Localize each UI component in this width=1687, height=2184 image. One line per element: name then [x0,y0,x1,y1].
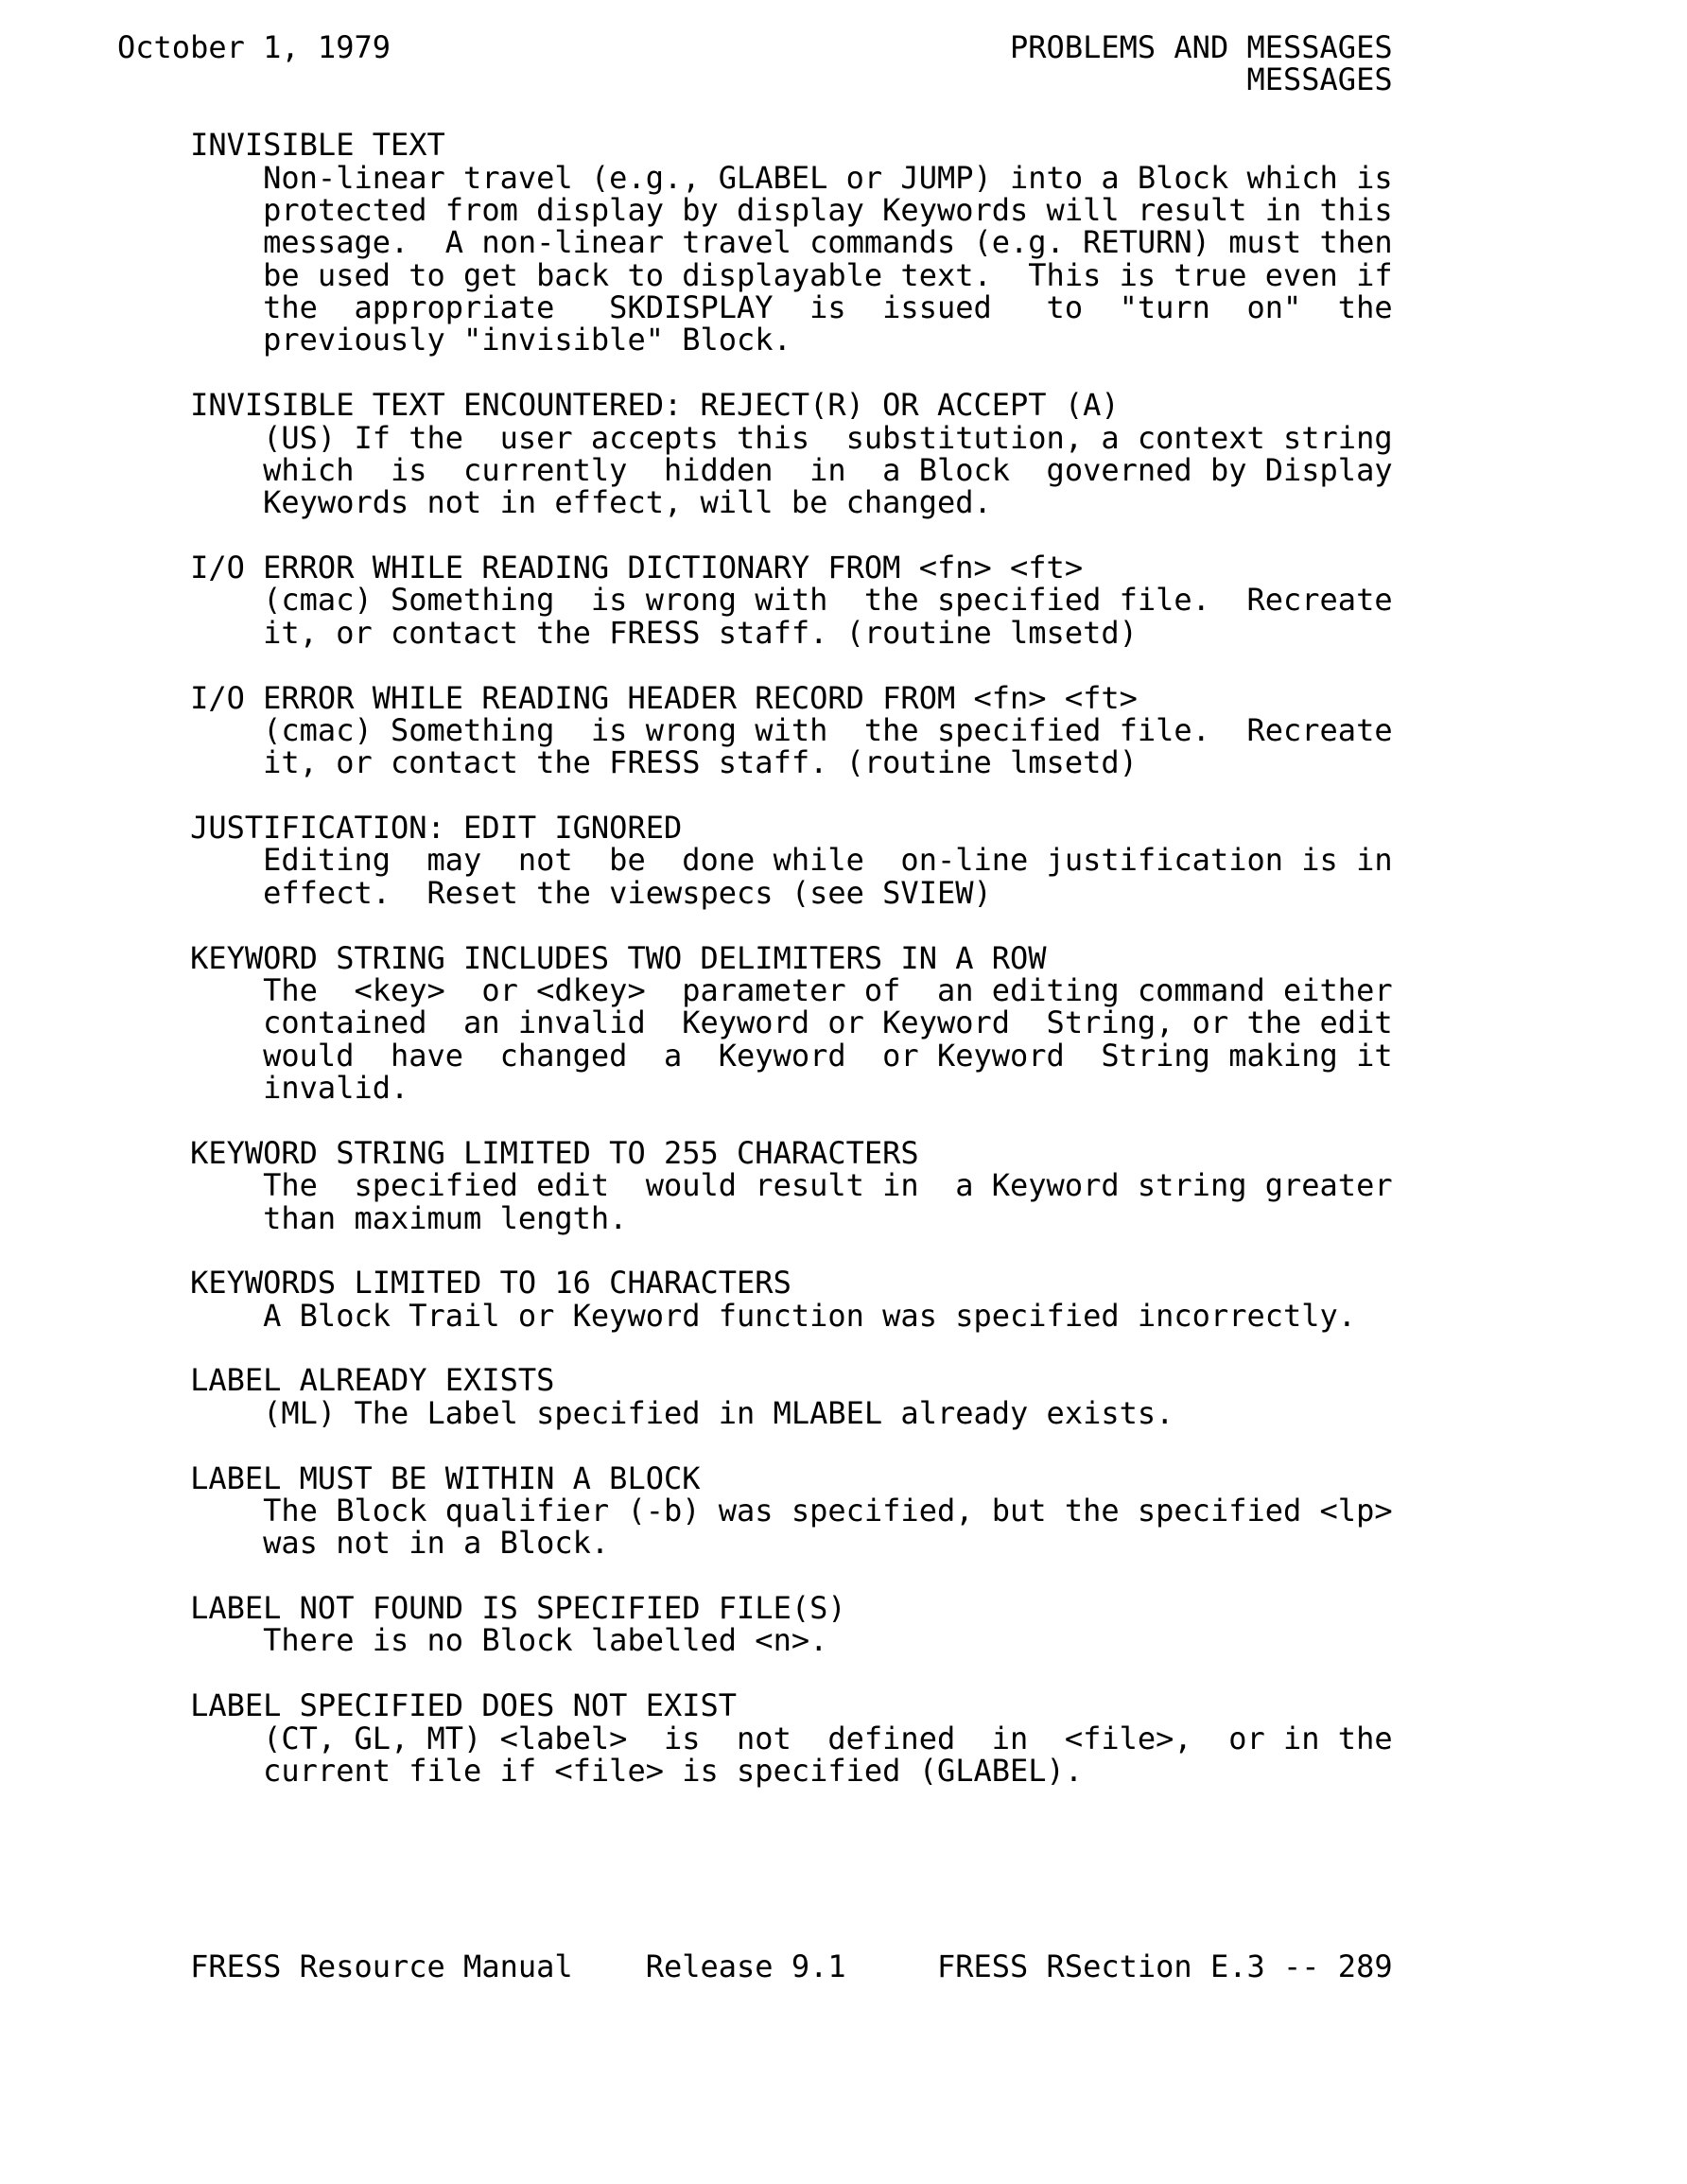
message-entry [117,1459,1393,1562]
message-description-line: effect. Reset the viewspecs (see SVIEW) [263,874,992,911]
message-description-line: (cmac) Something is wrong with the specified file. Recreate [263,711,1393,748]
message-entry [117,1689,1393,1787]
message-list [117,129,1393,1787]
message-description-line: A Block Trail or Keyword function was specified incorrectly. [263,1297,1357,1334]
message-description-line: was not in a Block. [263,1525,610,1562]
message-description-line: (US) If the user accepts this substitution, a context string [263,419,1393,456]
message-description-line: the appropriate SKDISPLAY is issued to "turn on" the [263,289,1393,325]
message-description-line: (CT, GL, MT) <label> is not defined in <file>, or in the [263,1720,1393,1756]
message-description-line: The <key> or <dkey> parameter of an editing command either [263,971,1393,1008]
message-description-line: invalid. [263,1070,409,1106]
message-description-line: current file if <file> is specified (GLABEL). [263,1752,1084,1789]
message-description-line: which is currently hidden in a Block governed by Display [263,451,1393,488]
message-entry [117,129,1393,357]
message-description-line: than maximum length. [263,1199,628,1236]
header-subsection-title: MESSAGES [1246,61,1393,98]
message-description-line: message. A non-linear travel commands (e.g. RETURN) must then [263,224,1393,261]
header-date: October 1, 1979 [117,29,391,65]
message-entry [117,1134,1393,1236]
message-heading: I/O ERROR WHILE READING HEADER RECORD FROM <fn> <ft> [190,679,1138,716]
message-description-line: Keywords not in effect, will be changed. [263,484,992,521]
message-entry [117,1267,1393,1332]
message-description-line: (cmac) Something is wrong with the specified file. Recreate [263,582,1393,619]
page-header-sub [117,63,1393,96]
message-description-line: There is no Block labelled <n>. [263,1622,828,1659]
message-heading: LABEL ALREADY EXISTS [190,1362,555,1399]
message-description-line: it, or contact the FRESS staff. (routine lmsetd) [263,744,1138,781]
message-description-line: (ML) The Label specified in MLABEL already exists. [263,1394,1174,1431]
message-description-line: The specified edit would result in a Keyword string greater [263,1167,1393,1204]
message-entry [117,812,1393,909]
message-description-line: be used to get back to displayable text. This is true even if [263,256,1393,293]
message-heading: LABEL NOT FOUND IS SPECIFIED FILE(S) [190,1590,846,1626]
message-description-line: The Block qualifier (-b) was specified, but the specified <lp> [263,1492,1393,1529]
message-entry [117,1364,1393,1429]
message-heading: KEYWORD STRING LIMITED TO 255 CHARACTERS [190,1134,919,1171]
page-header [117,31,1393,63]
message-heading: KEYWORD STRING INCLUDES TWO DELIMITERS IN A ROW [190,939,1047,976]
message-description-line: Non-linear travel (e.g., GLABEL or JUMP) into a Block which is [263,159,1393,196]
message-entry [117,679,1393,781]
message-heading: KEYWORDS LIMITED TO 16 CHARACTERS [190,1265,791,1302]
message-heading: LABEL MUST BE WITHIN A BLOCK [190,1459,701,1496]
header-section-title: PROBLEMS AND MESSAGES [1010,29,1393,65]
message-description-line: Editing may not be done while on-line justification is in [263,842,1393,879]
spacer [117,96,1393,129]
message-description-line: protected from display by display Keywords will result in this [263,191,1393,228]
message-heading: LABEL SPECIFIED DOES NOT EXIST [190,1687,738,1724]
message-heading: INVISIBLE TEXT ENCOUNTERED: REJECT(R) OR ACCEPT (A) [190,387,1120,424]
manual-page [117,31,1393,1787]
message-entry [117,551,1393,649]
message-description-line: previously "invisible" Block. [263,322,791,358]
message-entry [117,1592,1393,1657]
message-description-line: would have changed a Keyword or Keyword String making it [263,1037,1393,1074]
message-heading: INVISIBLE TEXT [190,127,445,164]
message-description-line: contained an invalid Keyword or Keyword String, or the edit [263,1005,1393,1041]
message-heading: JUSTIFICATION: EDIT IGNORED [190,810,683,846]
page-footer: FRESS Resource Manual Release 9.1 FRESS RSection E.3 -- 289 [190,1948,1393,1984]
message-entry [117,939,1393,1106]
message-description-line: it, or contact the FRESS staff. (routine lmsetd) [263,614,1138,651]
message-entry [117,389,1393,519]
message-heading: I/O ERROR WHILE READING DICTIONARY FROM <fn> <ft> [190,550,1084,585]
